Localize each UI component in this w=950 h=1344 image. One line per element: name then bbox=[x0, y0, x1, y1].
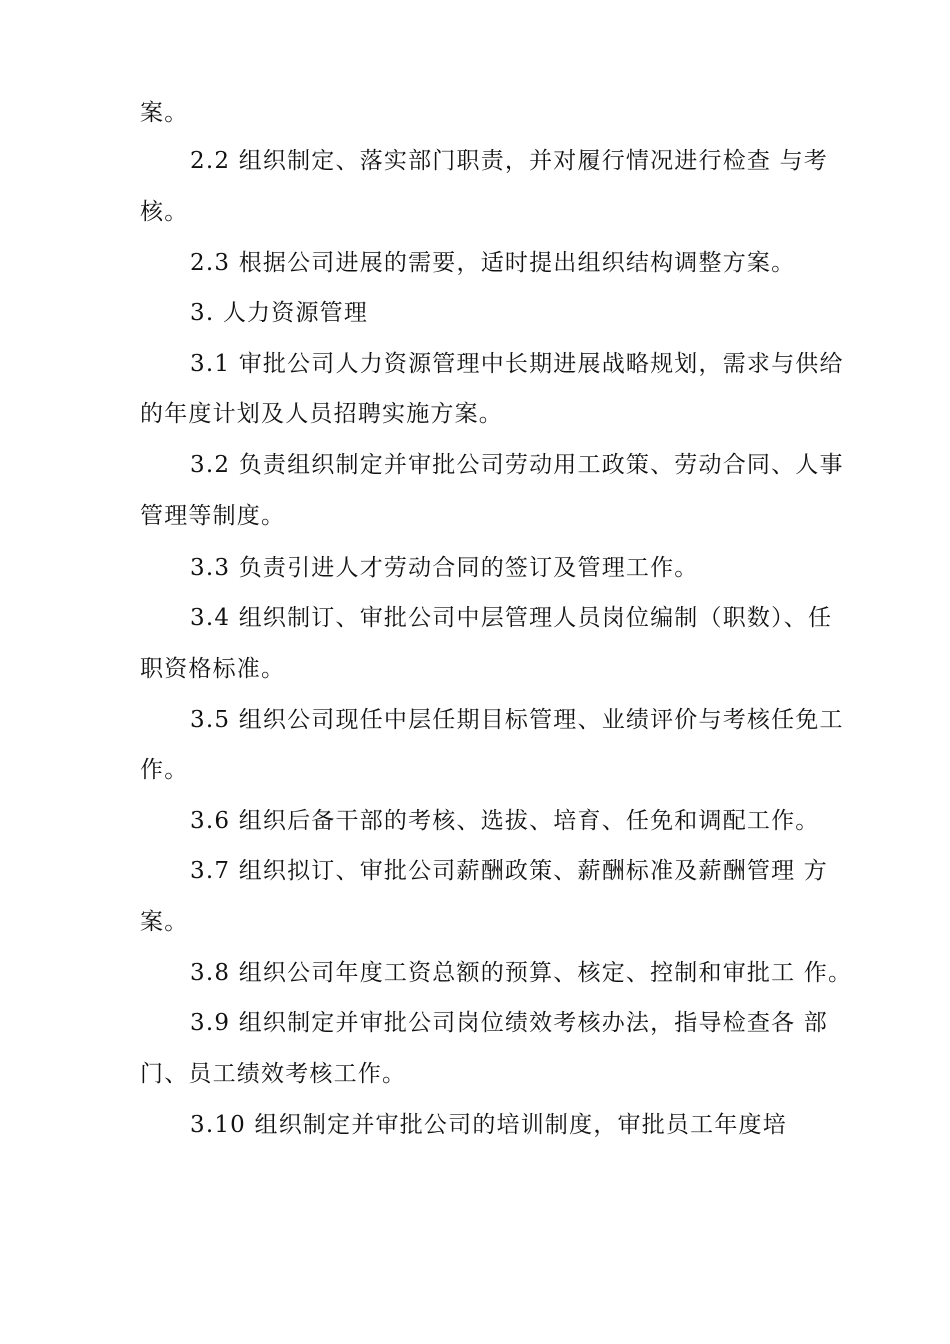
text-line: 的年度计划及人员招聘实施方案。 bbox=[140, 401, 503, 427]
text-line: 案。 bbox=[140, 100, 189, 126]
text-segment: 3.9 组织制定并审批公司岗位绩效考核办法，指导检查各 bbox=[190, 1010, 796, 1036]
text-line: 管理等制度。 bbox=[140, 503, 286, 529]
text-line: 3.10 组织制定并审批公司的培训制度，审批员工年度培 bbox=[190, 1112, 787, 1138]
text-line bbox=[190, 450, 844, 480]
text-line bbox=[190, 603, 833, 633]
text-segment: 3.7 组织拟订、审批公司薪酬政策、薪酬标准及薪酬管理 bbox=[190, 858, 796, 884]
text-segment: 与考 bbox=[779, 148, 828, 174]
text-segment: 人事 bbox=[795, 452, 844, 478]
text-line: 案。 bbox=[140, 909, 189, 935]
text-line: 2.3 根据公司进展的需要，适时提出组织结构调整方案。 bbox=[190, 250, 796, 276]
text-segment: 3.5 组织公司现任中层任期目标管理、业绩评价与考核任 bbox=[190, 707, 796, 733]
text-line: 门、员工绩效考核工作。 bbox=[140, 1061, 407, 1087]
text-segment: 部 bbox=[803, 1010, 828, 1036]
text-segment: 方 bbox=[803, 858, 828, 884]
text-line bbox=[190, 349, 844, 379]
text-line bbox=[190, 856, 828, 886]
text-segment: 3.2 负责组织制定并审批公司劳动用工政策、劳动合同、 bbox=[190, 452, 796, 478]
text-segment: 供给 bbox=[795, 351, 844, 377]
text-line: 3.3 负责引进人才劳动合同的签订及管理工作。 bbox=[190, 555, 699, 581]
text-line bbox=[190, 705, 844, 735]
text-segment: 3.4 组织制订、审批公司中层管理人员岗位编制（职数）、 bbox=[190, 605, 808, 631]
section-heading: 3. 人力资源管理 bbox=[190, 300, 369, 326]
text-segment: 任 bbox=[808, 605, 833, 631]
text-segment: 2.2 组织制定、落实部门职责，并对履行情况进行检查 bbox=[190, 148, 772, 174]
text-segment: 3.1 审批公司人力资源管理中长期进展战略规划，需求与 bbox=[190, 351, 796, 377]
text-line: 核。 bbox=[140, 199, 189, 225]
text-segment: 免工 bbox=[795, 707, 844, 733]
text-line: 3.6 组织后备干部的考核、选拔、培育、任免和调配工作。 bbox=[190, 808, 820, 834]
text-line: 作。 bbox=[140, 757, 189, 783]
text-line: 职资格标准。 bbox=[140, 656, 286, 682]
text-line bbox=[190, 1008, 828, 1038]
text-line bbox=[190, 146, 828, 176]
text-line: 3.8 组织公司年度工资总额的预算、核定、控制和审批工 作。 bbox=[190, 960, 853, 986]
